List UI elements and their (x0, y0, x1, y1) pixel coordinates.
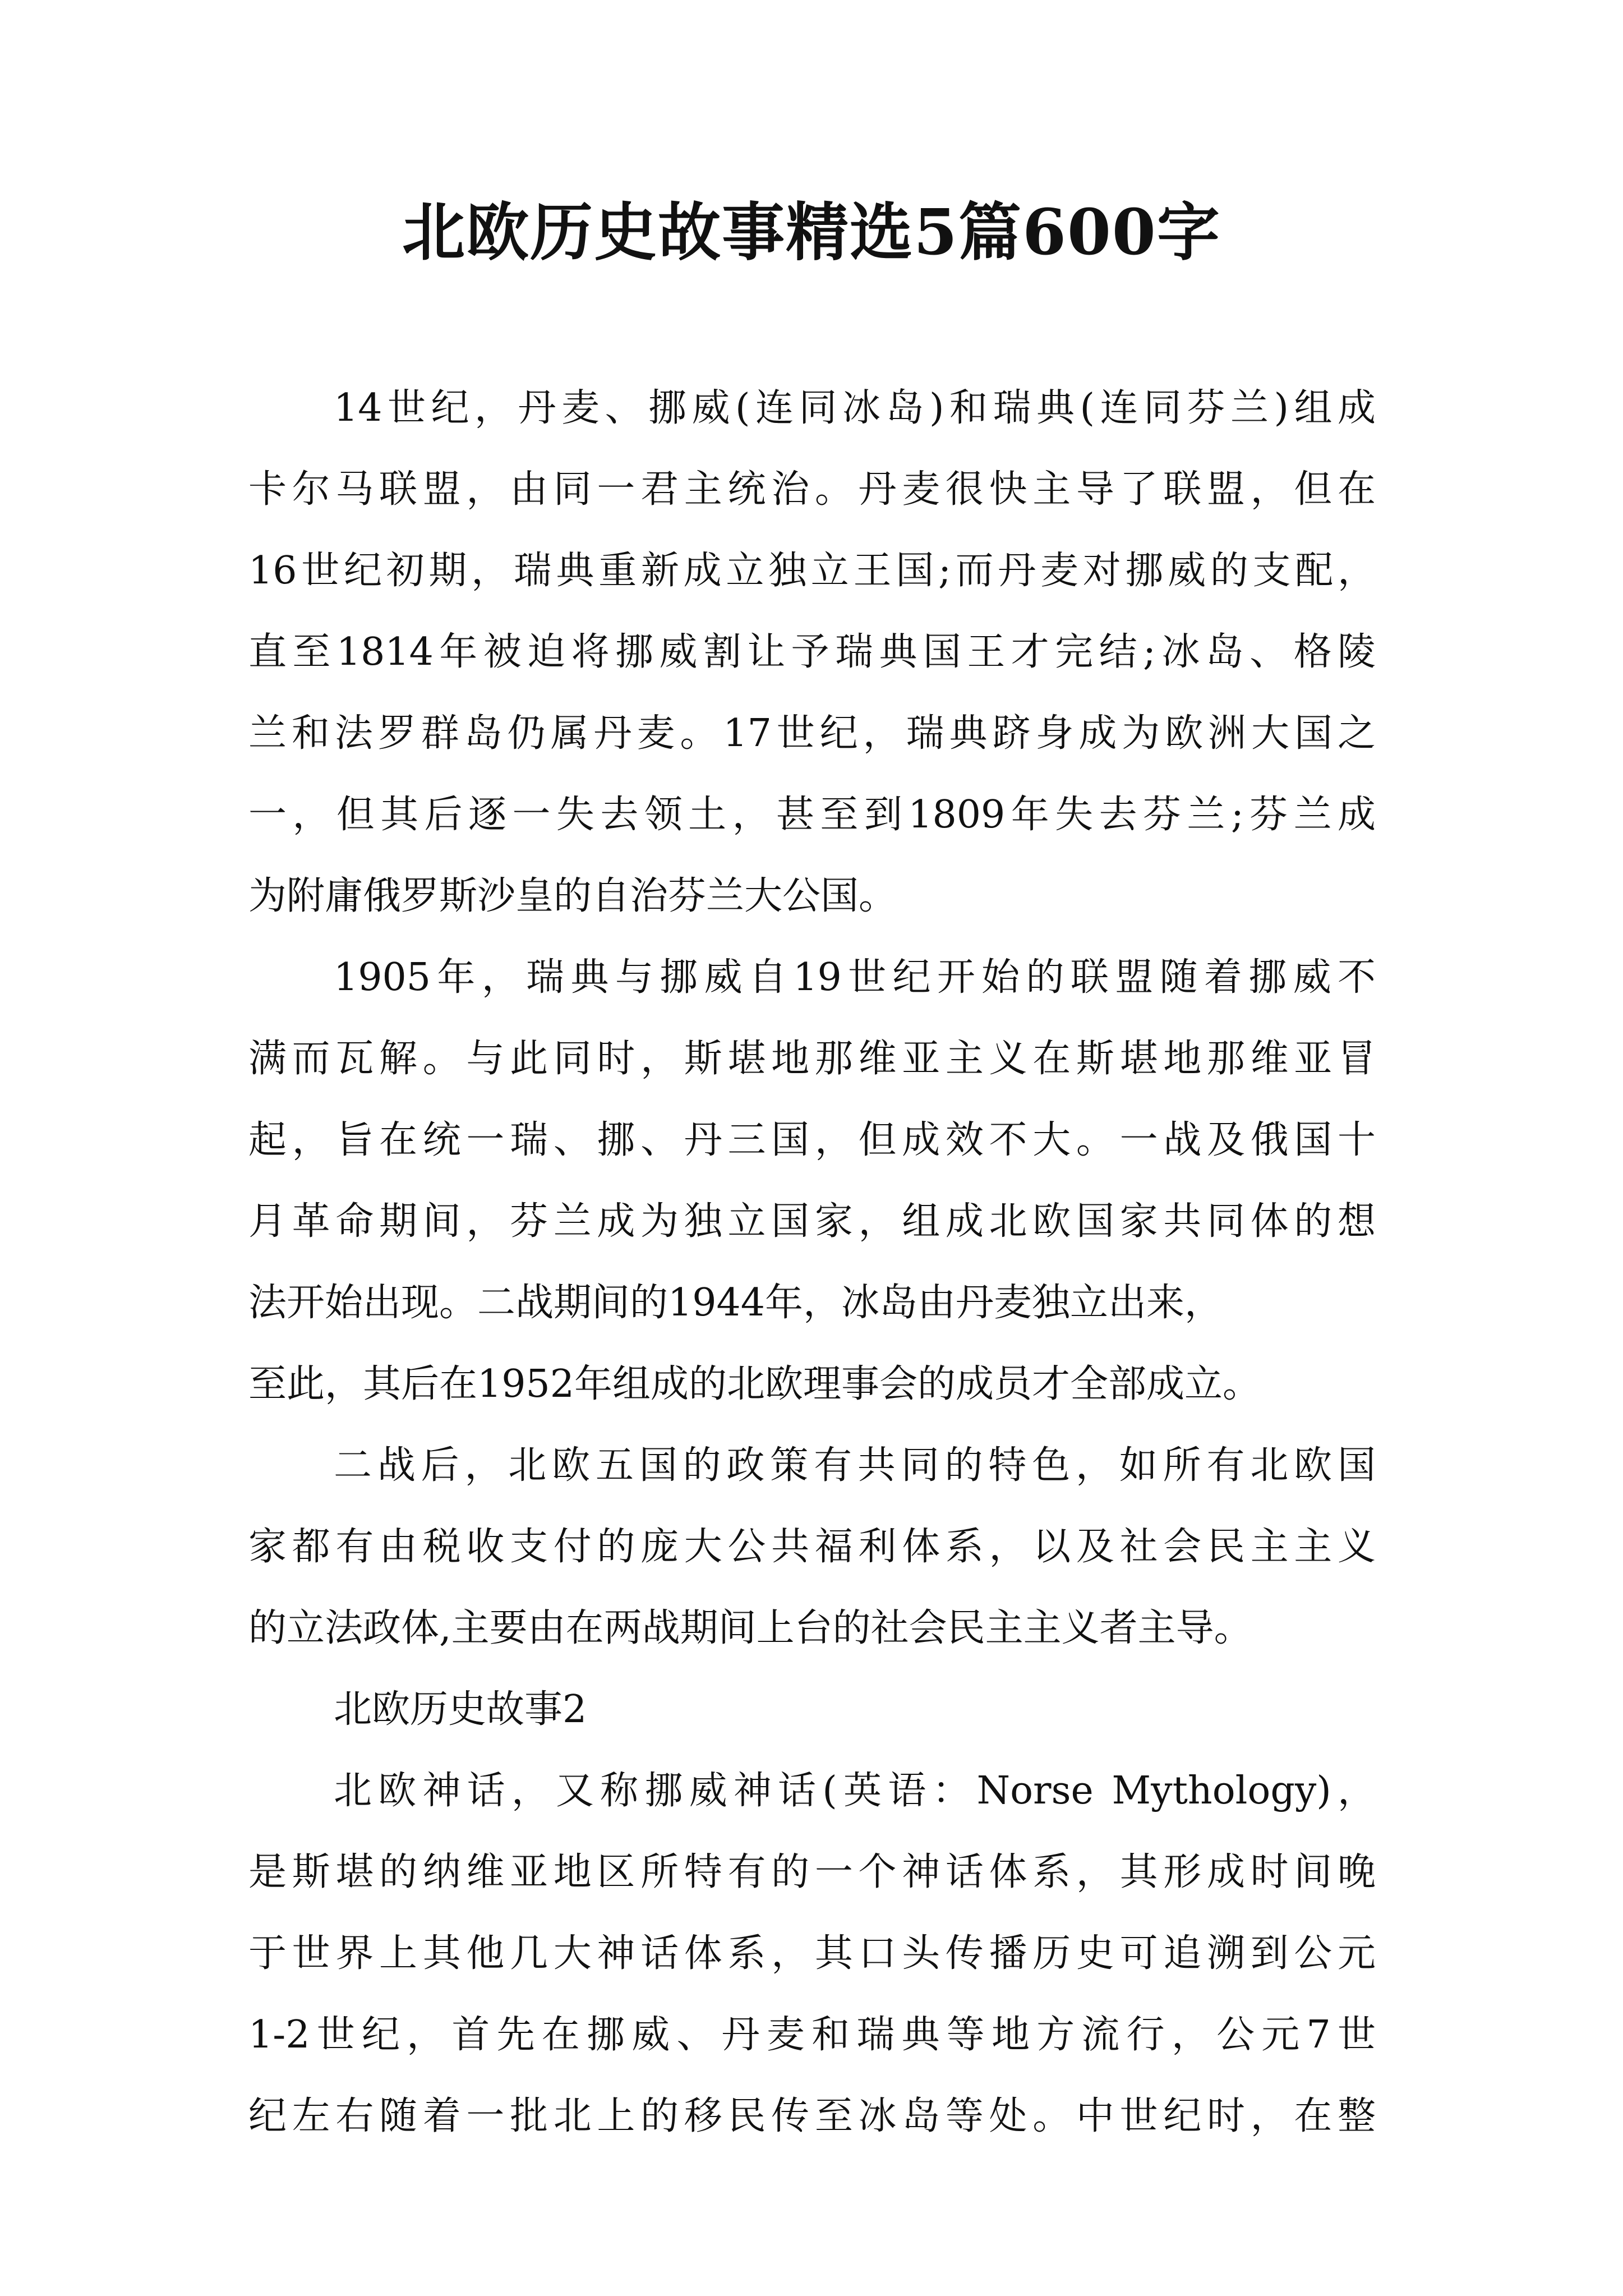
paragraph-line: 于世界上其他几大神话体系，其口头传播历史可追溯到公元 (248, 1931, 1376, 1976)
document-title: 北欧历史故事精选5篇600字 (402, 196, 1221, 269)
paragraph-line: 月革命期间，芬兰成为独立国家，组成北欧国家共同体的想 (248, 1199, 1376, 1244)
paragraph-line: 为附庸俄罗斯沙皇的自治芬兰大公国。 (248, 874, 897, 918)
document-body (248, 381, 1376, 2171)
paragraph-line: 法开始出现。二战期间的1944年，冰岛由丹麦独立出来， (248, 1281, 1223, 1325)
paragraph-3 (248, 1439, 1376, 1655)
paragraph-line: 二战后，北欧五国的政策有共同的特色，如所有北欧国 (334, 1443, 1376, 1488)
paragraph-line: 北欧神话，又称挪威神话(英语：Norse Mythology)， (334, 1769, 1376, 1813)
paragraph-line: 的立法政体,主要由在两战期间上台的社会民主主义者主导。 (248, 1606, 1252, 1650)
paragraph-line: 纪左右随着一批北上的移民传至冰岛等处。中世纪时，在整 (248, 2094, 1376, 2138)
paragraph-line: 16世纪初期，瑞典重新成立独立王国;而丹麦对挪威的支配， (248, 549, 1376, 593)
paragraph-line: 满而瓦解。与此同时，斯堪地那维亚主义在斯堪地那维亚冒 (248, 1037, 1376, 1081)
paragraph-line: 兰和法罗群岛仍属丹麦。17世纪，瑞典跻身成为欧洲大国之 (248, 711, 1376, 756)
paragraph-line: 直至1814年被迫将挪威割让予瑞典国王才完结;冰岛、格陵 (248, 630, 1376, 674)
section-heading-2 (248, 1683, 1376, 1737)
paragraph-line: 至此，其后在1952年组成的北欧理事会的成员才全部成立。 (248, 1362, 1261, 1406)
paragraph-line: 家都有由税收支付的庞大公共福利体系，以及社会民主主义 (248, 1525, 1376, 1569)
paragraph-line: 卡尔马联盟，由同一君主统治。丹麦很快主导了联盟，但在 (248, 467, 1376, 512)
paragraph-2 (248, 951, 1376, 1411)
paragraph-5 (248, 1764, 1376, 2143)
section-heading-line: 北欧历史故事2 (334, 1687, 587, 1732)
paragraph-line: 1905年，瑞典与挪威自19世纪开始的联盟随着挪威不 (334, 955, 1376, 1000)
paragraph-line: 14世纪，丹麦、挪威(连同冰岛)和瑞典(连同芬兰)组成 (334, 386, 1376, 430)
paragraph-1 (248, 381, 1376, 923)
paragraph-line: 是斯堪的纳维亚地区所特有的一个神话体系，其形成时间晚 (248, 1850, 1376, 1894)
paragraph-line: 一，但其后逐一失去领土，甚至到1809年失去芬兰;芬兰成 (248, 793, 1376, 837)
paragraph-line: 起，旨在统一瑞、挪、丹三国，但成效不大。一战及俄国十 (248, 1118, 1376, 1162)
paragraph-line: 1-2世纪，首先在挪威、丹麦和瑞典等地方流行，公元7世 (248, 2013, 1376, 2057)
